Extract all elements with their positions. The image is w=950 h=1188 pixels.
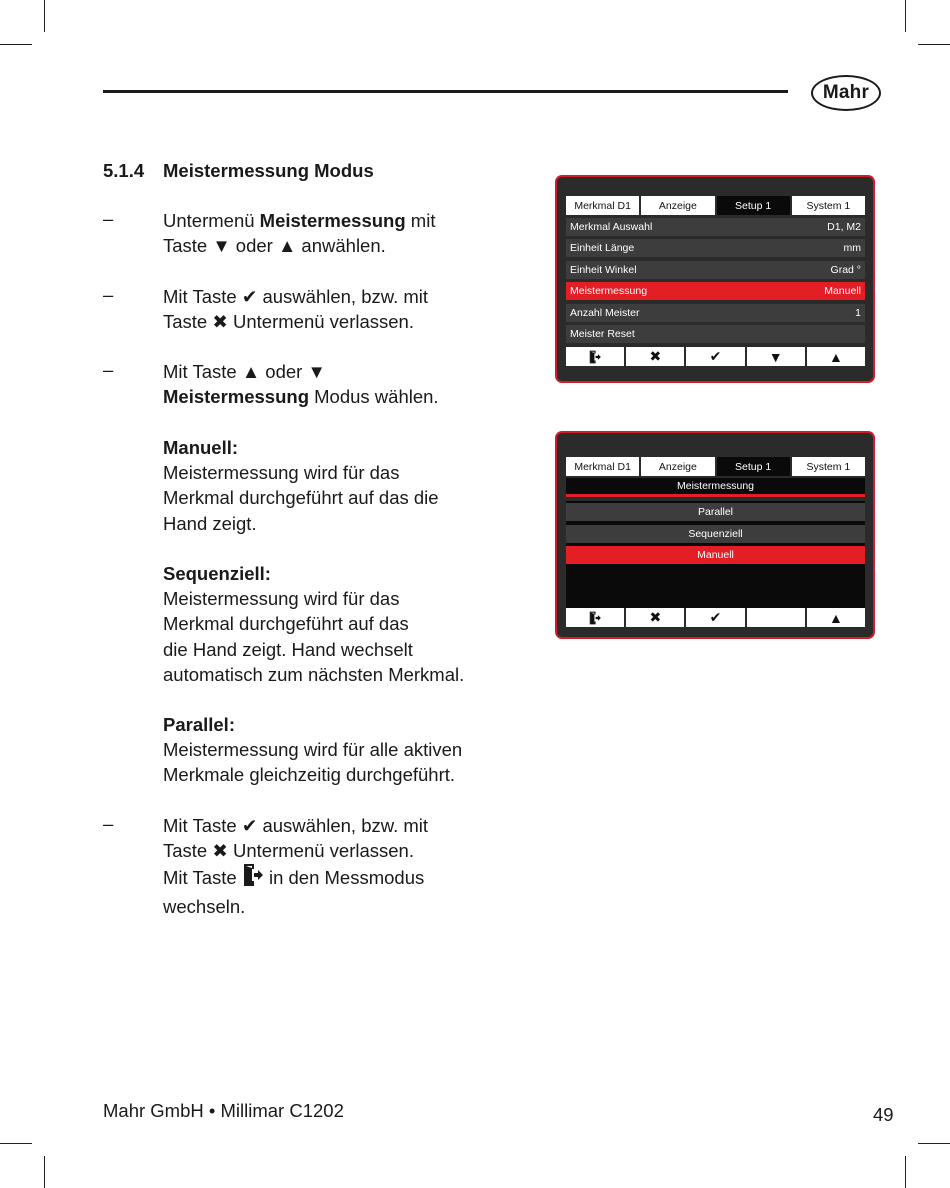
page-number: 49 — [873, 1104, 894, 1125]
check-icon: ✔ — [709, 609, 722, 625]
arrow-down-icon: ▼ — [768, 348, 783, 365]
crop-mark — [0, 1143, 32, 1144]
step-4: Mit Taste ✔ auswählen, bzw. mit Taste ✖ Untermenü verlassen. Mit Taste in den Messmodus wechseln. — [163, 815, 429, 917]
device-screen-meistermessung — [555, 431, 875, 639]
up-key[interactable] — [807, 347, 865, 366]
footer-company: Mahr GmbH • Millimar C1202 — [103, 1100, 344, 1121]
crop-mark — [44, 1156, 45, 1188]
arrow-up-icon: ▲ — [828, 348, 843, 365]
tab-anzeige[interactable]: Anzeige — [641, 457, 714, 476]
cross-icon: ✖ — [212, 840, 228, 862]
softkey-bar — [566, 347, 865, 366]
mode-heading: Parallel: — [163, 714, 235, 735]
check-icon: ✔ — [709, 348, 722, 364]
mode-manuell: Manuell: Meistermessung wird für das Merkmal durchgeführt auf das die Hand zeigt. — [163, 437, 439, 534]
arrow-down-icon: ▼ — [212, 235, 231, 257]
tab-system[interactable]: System 1 — [792, 457, 865, 476]
step-3: Mit Taste ▲ oder ▼ Meistermessung Modus wählen. — [163, 361, 439, 408]
mode-sequenziell: Sequenziell: Meistermessung wird für das Merkmal durchgeführt auf das die Hand zeigt. Hand wechselt automatisch zum nächsten Merkmal. — [163, 563, 465, 685]
crop-mark — [905, 0, 906, 32]
list-dash: – — [103, 359, 114, 380]
check-icon: ✔ — [241, 286, 258, 307]
tab-system[interactable]: System 1 — [792, 196, 865, 215]
exit-key[interactable] — [566, 608, 624, 627]
menu-row-einheit-laenge[interactable]: Einheit Länge mm — [566, 239, 865, 257]
crop-mark — [0, 44, 32, 45]
option-manuell[interactable]: Manuell — [566, 546, 865, 564]
tab-merkmal[interactable]: Merkmal D1 — [566, 457, 639, 476]
exit-icon — [242, 863, 264, 893]
cross-icon: ✖ — [212, 311, 228, 333]
cross-icon: ✖ — [649, 609, 662, 625]
option-parallel[interactable]: Parallel — [566, 503, 865, 521]
exit-icon — [588, 350, 602, 364]
empty-key[interactable] — [747, 608, 805, 627]
list-dash: – — [103, 284, 114, 305]
menu-row-merkmal-auswahl[interactable]: Merkmal Auswahl D1, M2 — [566, 218, 865, 236]
confirm-key[interactable] — [686, 347, 744, 366]
arrow-up-icon: ▲ — [277, 235, 297, 257]
arrow-up-icon: ▲ — [241, 361, 261, 382]
menu-row-einheit-winkel[interactable]: Einheit Winkel Grad ° — [566, 261, 865, 279]
list-dash: – — [103, 813, 114, 834]
crop-mark — [918, 44, 950, 45]
device-screen-setup — [555, 175, 875, 383]
mahr-logo — [811, 75, 881, 111]
crop-mark — [44, 0, 45, 32]
crop-mark — [918, 1143, 950, 1144]
logo-text: Mahr — [822, 82, 870, 103]
check-icon: ✔ — [241, 815, 258, 836]
submenu-title-underline — [566, 494, 865, 497]
softkey-bar — [566, 608, 865, 627]
section-title: Meistermessung Modus — [163, 160, 374, 181]
screen-tabs — [566, 196, 865, 215]
mode-heading: Sequenziell: — [163, 563, 271, 584]
tab-setup[interactable]: Setup 1 — [717, 196, 790, 215]
step-2: Mit Taste ✔ auswählen, bzw. mit Taste ✖ Untermenü verlassen. — [163, 286, 429, 333]
tab-anzeige[interactable]: Anzeige — [641, 196, 714, 215]
menu-row-anzahl-meister[interactable]: Anzahl Meister 1 — [566, 304, 865, 322]
section-number: 5.1.4 — [103, 160, 145, 181]
list-dash: – — [103, 208, 114, 229]
down-key[interactable] — [747, 347, 805, 366]
mode-parallel: Parallel: Meistermessung wird für alle aktiven Merkmale gleichzeitig durchgeführt. — [163, 714, 463, 786]
arrow-up-icon: ▲ — [828, 609, 843, 626]
cancel-key[interactable] — [626, 608, 684, 627]
crop-mark — [905, 1156, 906, 1188]
tab-setup[interactable]: Setup 1 — [717, 457, 790, 476]
menu-row-meistermessung[interactable]: Meistermessung Manuell — [566, 282, 865, 300]
option-sequenziell[interactable]: Sequenziell — [566, 525, 865, 543]
menu-row-meister-reset[interactable]: Meister Reset — [566, 325, 865, 343]
exit-key[interactable] — [566, 347, 624, 366]
confirm-key[interactable] — [686, 608, 744, 627]
tab-merkmal[interactable]: Merkmal D1 — [566, 196, 639, 215]
arrow-down-icon: ▼ — [307, 361, 326, 382]
screen-tabs — [566, 457, 865, 476]
up-key[interactable] — [807, 608, 865, 627]
step-1: Untermenü Meistermessung mit Taste ▼ oder ▲ anwählen. — [163, 210, 436, 257]
header-rule — [103, 90, 788, 93]
cross-icon: ✖ — [649, 348, 662, 364]
exit-icon — [588, 611, 602, 625]
mode-heading: Manuell: — [163, 437, 239, 458]
submenu-title: Meistermessung — [566, 478, 865, 494]
cancel-key[interactable] — [626, 347, 684, 366]
